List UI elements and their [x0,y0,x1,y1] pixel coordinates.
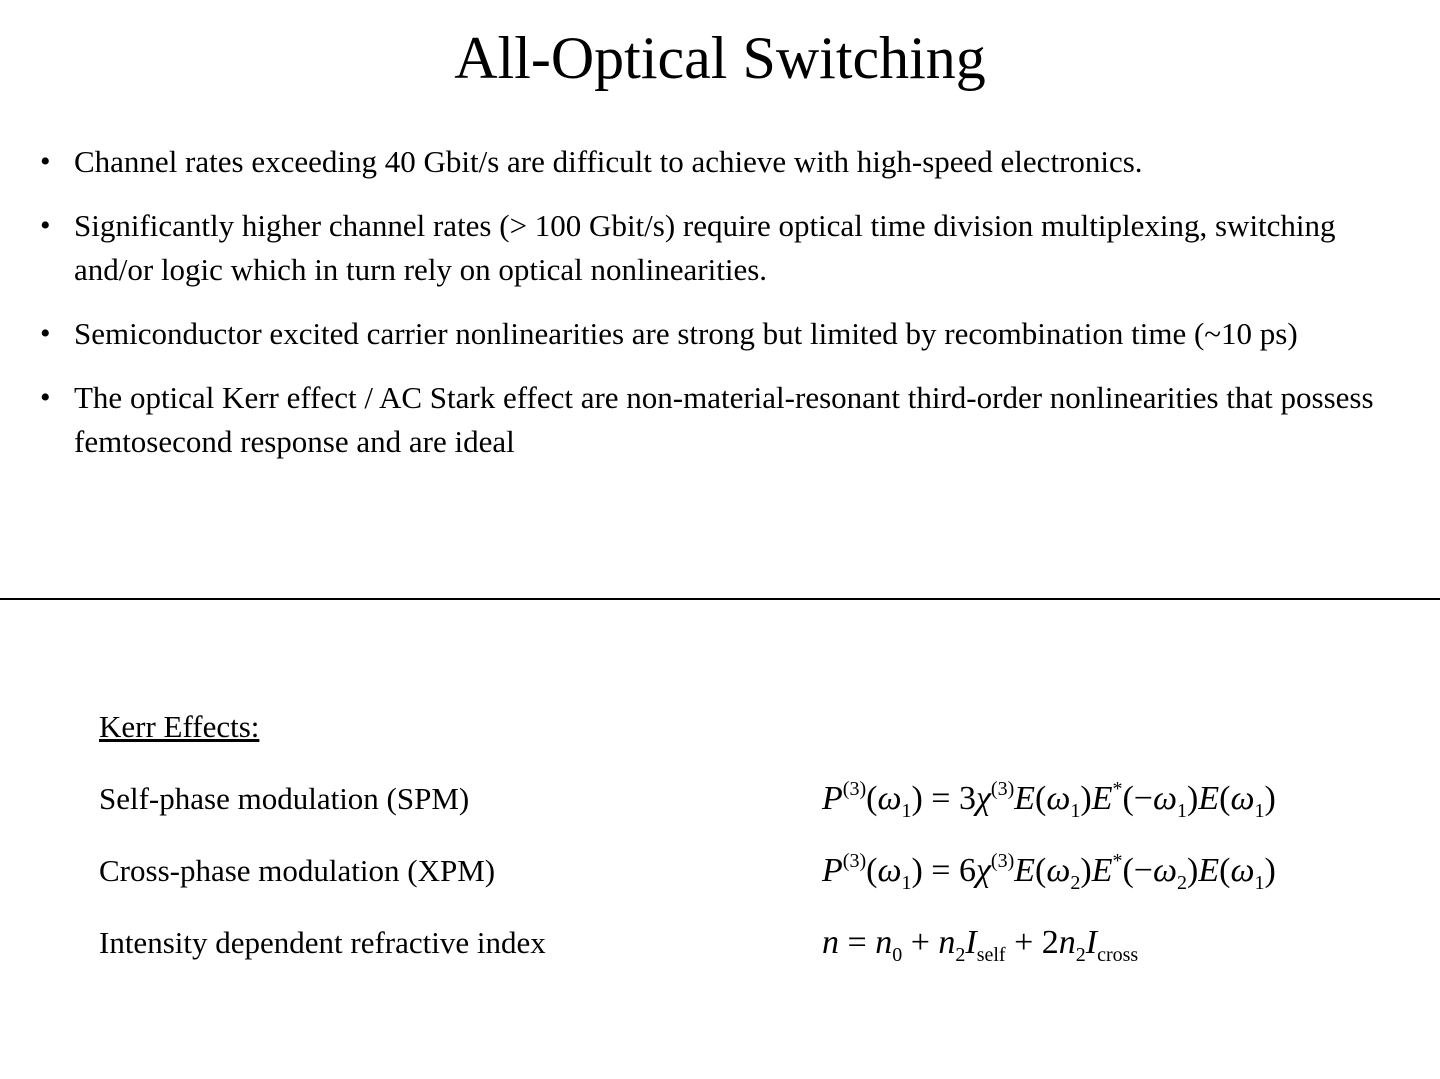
kerr-effects-heading: Kerr Effects: [99,709,260,744]
bullet-marker: • [40,381,51,414]
section-divider [0,598,1440,600]
bullet-marker: • [40,145,51,178]
intensity-index-label: Intensity dependent refractive index [99,925,546,960]
bullet-item [36,376,1416,464]
bullet-text: Channel rates exceeding 40 Gbit/s are difficult to achieve with high-speed electronics. [74,144,1143,179]
bullet-item [36,312,1416,356]
xpm-equation: $P^{(3)}(\omega_1) = 6\chi^{(3)}E(\omega_2)E^*(-\omega_2)E(\omega_1)$ [822,850,1276,894]
bullet-marker: • [40,209,51,242]
bullet-text: Semiconductor excited carrier nonlinearities are strong but limited by recombination time (~10 ps) [74,316,1298,351]
bullet-list [36,140,1416,484]
spm-label: Self-phase modulation (SPM) [99,781,470,816]
bullet-item [36,140,1416,184]
bullet-marker: • [40,317,51,350]
bullet-text: Significantly higher channel rates (> 100 Gbit/s) require optical time division multiplexing, switching and/or logic which in turn rely on optical nonlinearities. [74,208,1336,287]
xpm-label: Cross-phase modulation (XPM) [99,853,496,888]
intensity-index-equation: $n = n_0 + n_2I_{self} + 2n_2I_{cross}$ [822,924,1139,966]
spm-equation: $P^{(3)}(\omega_1) = 3\chi^{(3)}E(\omega_1)E^*(-\omega_1)E(\omega_1)$ [822,778,1276,822]
bullet-text: The optical Kerr effect / AC Stark effect are non-material-resonant third-order nonlinearities that possess femtosecond response and are ideal [74,380,1374,459]
bullet-item [36,204,1416,292]
slide-title: All-Optical Switching [454,25,986,91]
